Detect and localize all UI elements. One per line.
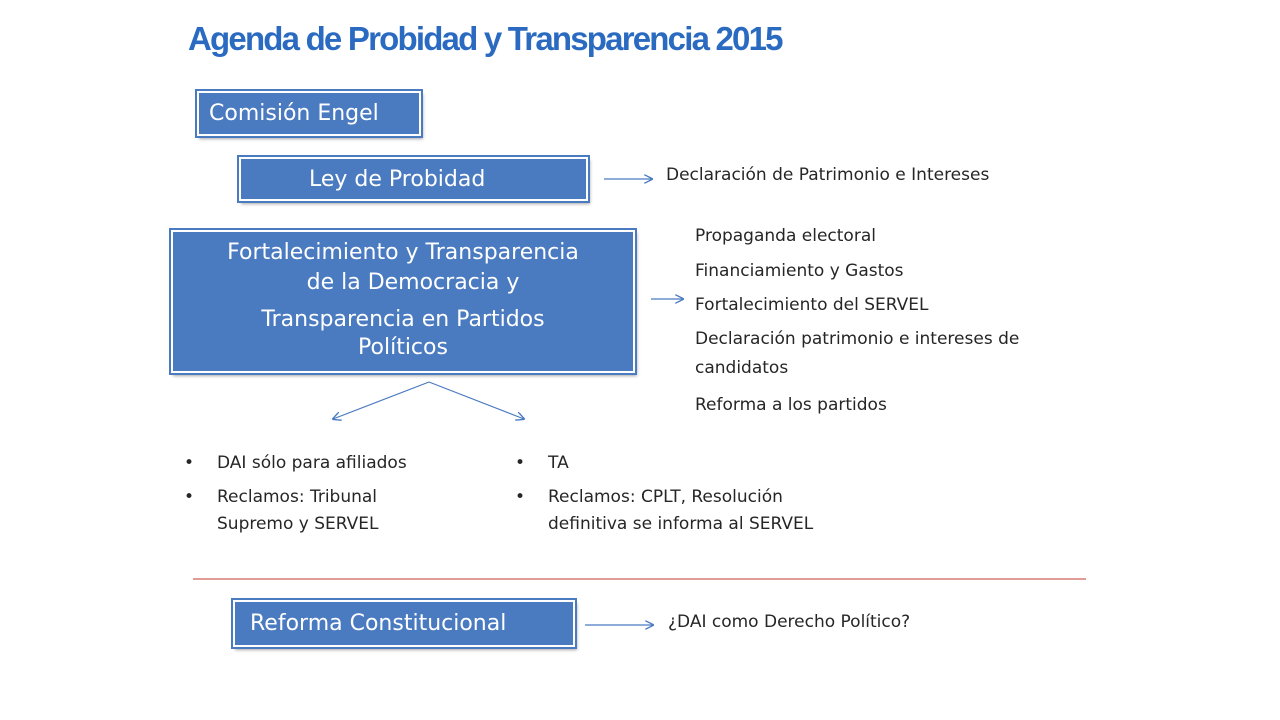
reforma-constitucional-label: Reforma Constitucional — [250, 611, 507, 636]
fortalecimiento-item: Propaganda electoral — [695, 226, 876, 246]
list-item-text: Reclamos: CPLT, Resolución — [548, 487, 783, 507]
fortalecimiento-item: Financiamiento y Gastos — [695, 261, 904, 281]
list-item-text: DAI sólo para afiliados — [217, 453, 407, 473]
reforma-note: ¿DAI como Derecho Político? — [668, 612, 911, 632]
bullet-dot: • — [515, 487, 526, 507]
fortalecimiento-item: Declaración patrimonio e intereses de — [695, 329, 1020, 349]
list-item-text: Supremo y SERVEL — [217, 514, 379, 534]
fortalecimiento-item: candidatos — [695, 358, 789, 378]
fortalecimiento-item: Fortalecimiento del SERVEL — [695, 295, 929, 315]
list-item-text: definitiva se informa al SERVEL — [548, 514, 814, 534]
branch-left-arrow — [333, 382, 429, 419]
ley-probidad-note: Declaración de Patrimonio e Intereses — [666, 165, 990, 185]
fortalecimiento-line-2: de la Democracia y — [306, 270, 520, 295]
bullet-dot: • — [515, 453, 526, 473]
branch-right-arrow — [429, 382, 524, 419]
bullet-dot: • — [184, 487, 195, 507]
fortalecimiento-item: Reforma a los partidos — [695, 395, 887, 415]
ley-probidad-label: Ley de Probidad — [309, 166, 486, 192]
list-item-text: Reclamos: Tribunal — [217, 487, 378, 507]
comision-engel-label: Comisión Engel — [209, 101, 379, 126]
fortalecimiento-line-1: Fortalecimiento y Transparencia — [227, 240, 579, 265]
page-title: Agenda de Probidad y Transparencia 2015 — [188, 20, 782, 57]
fortalecimiento-line-4: Políticos — [358, 335, 448, 360]
fortalecimiento-line-3: Transparencia en Partidos — [261, 307, 545, 332]
list-item-text: TA — [548, 453, 569, 473]
bullet-dot: • — [184, 453, 195, 473]
